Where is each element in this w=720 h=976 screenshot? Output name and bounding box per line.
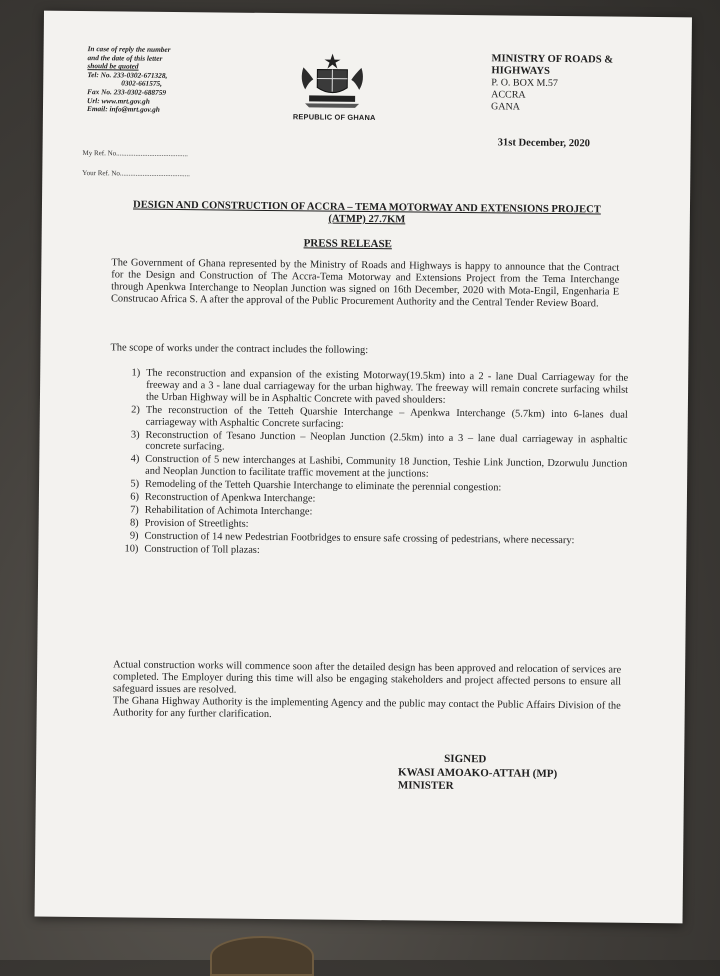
tel-line: Tel: No. 233-0302-671328, xyxy=(87,71,170,80)
city: ACCRA xyxy=(491,89,613,102)
item-text: Construction of 14 new Pedestrian Footbridges to ensure safe crossing of pedestrians, where necessary: xyxy=(144,530,626,547)
item-text: Provision of Streetlights: xyxy=(145,518,627,535)
signatory-position: MINISTER xyxy=(398,779,557,794)
ministry-name: MINISTRY OF ROADS & xyxy=(491,53,613,66)
item-number: 1) xyxy=(118,367,146,403)
reference-lines xyxy=(82,143,190,184)
reply-instructions xyxy=(87,45,171,115)
po-box: P. O. BOX M.57 xyxy=(491,77,613,90)
item-number: 9) xyxy=(116,530,144,542)
item-text: Construction of 5 new interchanges at Lashibi, Community 18 Junction, Teshie Link Junction, Dzorwulu Junction and Neoplan Junction to facilitate traffic movement at the junctions: xyxy=(145,454,627,483)
scope-list xyxy=(116,367,628,561)
tel-line-2: 0302-661575, xyxy=(87,79,170,88)
country: GANA xyxy=(491,101,613,114)
document-title: DESIGN AND CONSTRUCTION OF ACCRA – TEMA MOTORWAY AND EXTENSIONS PROJECT (ATMP) 27.7KM xyxy=(132,200,602,229)
your-ref: Your Ref. No........................................ xyxy=(82,163,190,184)
item-text: Construction of Toll plazas: xyxy=(144,543,626,560)
press-release-document xyxy=(35,11,692,924)
item-number: 5) xyxy=(117,479,145,491)
reply-line: should be quoted xyxy=(87,62,170,71)
item-number: 7) xyxy=(117,504,145,516)
item-number: 4) xyxy=(117,454,145,478)
item-text: Reconstruction of Apenkwa Interchange: xyxy=(145,492,627,509)
item-number: 6) xyxy=(117,491,145,503)
emblem-label: REPUBLIC OF GHANA xyxy=(293,112,376,122)
list-item xyxy=(118,367,628,408)
signed-label: SIGNED xyxy=(398,752,557,767)
item-text: The reconstruction and expansion of the existing Motorway(19.5km) into a 2 - lane Dual Carriageway for the freeway and a 3 - lane dual carriageway for the urban highway. The freeway will remain concrete surfacing whilst the Urban Highway will be in Asphaltic Concrete with paved shoulders: xyxy=(146,368,628,409)
my-ref: My Ref. No......................................... xyxy=(82,143,190,164)
shoe-tip xyxy=(210,936,314,976)
signature-block xyxy=(398,752,558,794)
ministry-name-2: HIGHWAYS xyxy=(491,65,613,78)
closing-paragraph-1: Actual construction works will commence soon after the detailed design has been approved and relocation of services are completed. The Employer during this time will also be engaging stakeholders and project affected persons to ensure all safeguard issues are resolved. xyxy=(113,659,621,701)
scope-heading: The scope of works under the contract includes the following: xyxy=(110,342,618,359)
item-number: 10) xyxy=(116,543,144,555)
item-number: 3) xyxy=(117,429,145,453)
closing-paragraph-2: The Ghana Highway Authority is the implementing Agency and the public may contact the Public Affairs Division of the Authority for any further clarification. xyxy=(113,696,621,726)
url-line: Url: www.mrt.gov.gh xyxy=(87,97,170,106)
reply-line: In case of reply the number xyxy=(88,45,171,54)
reply-line: and the date of this letter xyxy=(87,54,170,63)
fax-line: Fax No. 233-0302-688759 xyxy=(87,88,170,97)
item-number: 2) xyxy=(118,404,146,428)
signatory-name: KWASI AMOAKO-ATTAH (MP) xyxy=(398,766,557,781)
item-text: Reconstruction of Tesano Junction – Neoplan Junction (2.5km) into a 3 – lane dual carriageway in asphaltic concrete surfacing. xyxy=(145,429,627,458)
intro-paragraph: The Government of Ghana represented by the Ministry of Roads and Highways is happy to announce that the Contract for the Design and Construction of The Accra-Tema Motorway and Extensions Project from the Tema Interchange through Apenkwa Interchange to Neoplan Junction was signed on 16th December, 2020 with Mota-Engil, Engenharia E Construcao Africa S. A after the approval of the Public Procurement Authority and the Central Tender Review Board. xyxy=(111,257,619,311)
email-line: Email: info@mrt.gov.gh xyxy=(87,105,170,114)
item-text: Rehabilitation of Achimota Interchange: xyxy=(145,505,627,522)
closing-paragraphs xyxy=(113,659,622,725)
item-text: Remodeling of the Tetteh Quarshie Interchange to eliminate the perennial congestion: xyxy=(145,479,627,496)
letter-date: 31st December, 2020 xyxy=(498,137,590,149)
ministry-address xyxy=(491,53,613,114)
item-number: 8) xyxy=(117,517,145,529)
ghana-coat-of-arms-icon xyxy=(295,51,370,110)
press-release-heading: PRESS RELEASE xyxy=(304,237,392,250)
item-text: The reconstruction of the Tetteh Quarshie Interchange – Apenkwa Interchange (5.7km) into 6-lanes dual carriageway with Asphaltic Concrete surfacing: xyxy=(146,404,628,433)
